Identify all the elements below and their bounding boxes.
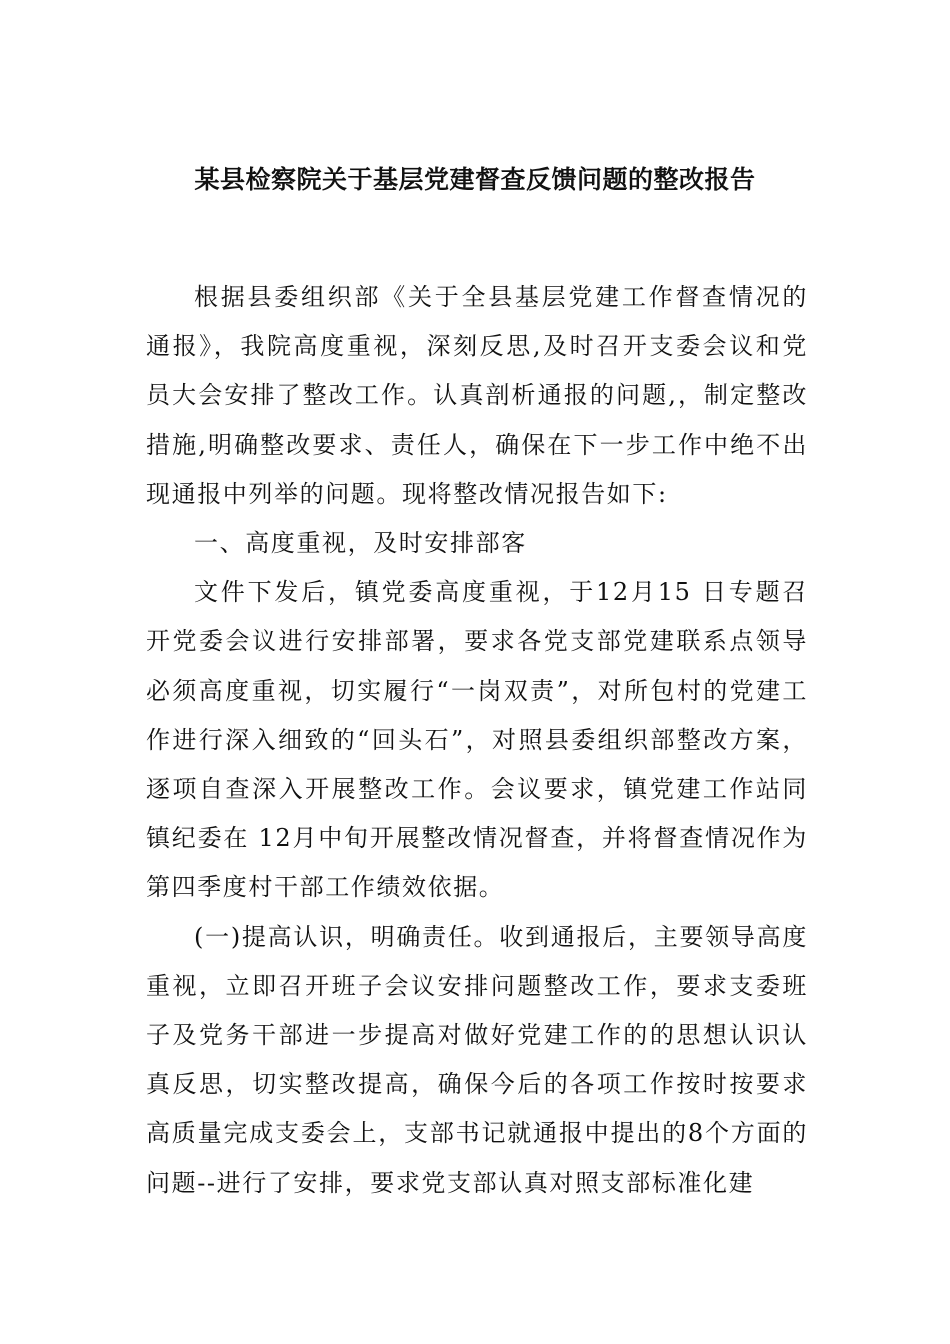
document-body (146, 273, 808, 1208)
paragraph-subsection-one: (一)提高认识，明确责任。收到通报后，主要领导高度重视，立即召开班子会议安排问题整改工作，要求支委班子及党务干部进一步提高对做好党建工作的的思想认识认真反思，切实整改提高，确保今后的各项工作按时按要求高质量完成支委会上，支部书记就通报中提出的8个方面的问题--进行了安排，要求党支部认真对照支部标准化建 (146, 922, 808, 1197)
paragraph-intro: 根据县委组织部《关于全县基层党建工作督查情况的通报》，我院高度重视，深刻反思,及时召开支委会议和党员大会安排了整改工作。认真剖析通报的问题,，制定整改措施,明确整改要求、责任人，确保在下一步工作中绝不出现通报中列举的问题。现将整改情况报告如下: (146, 283, 808, 508)
document-title: 某县检察院关于基层党建督查反馈问题的整改报告 (194, 165, 756, 194)
paragraph-section-one: 文件下发后，镇党委高度重视，于12月15 日专题召开党委会议进行安排部署，要求各党支部党建联系点领导必须高度重视，切实履行“一岗双责”，对所包村的党建工作进行深入细致的“回头石”，对照县委组织部整改方案，逐项自查深入开展整改工作。会议要求，镇党建工作站同镇纪委在 12月中旬开展整改情况督查，并将督查情况作为第四季度村干部工作绩效依据。 (146, 578, 808, 902)
section-heading-one: 一、高度重视，及时安排部客 (194, 529, 527, 558)
